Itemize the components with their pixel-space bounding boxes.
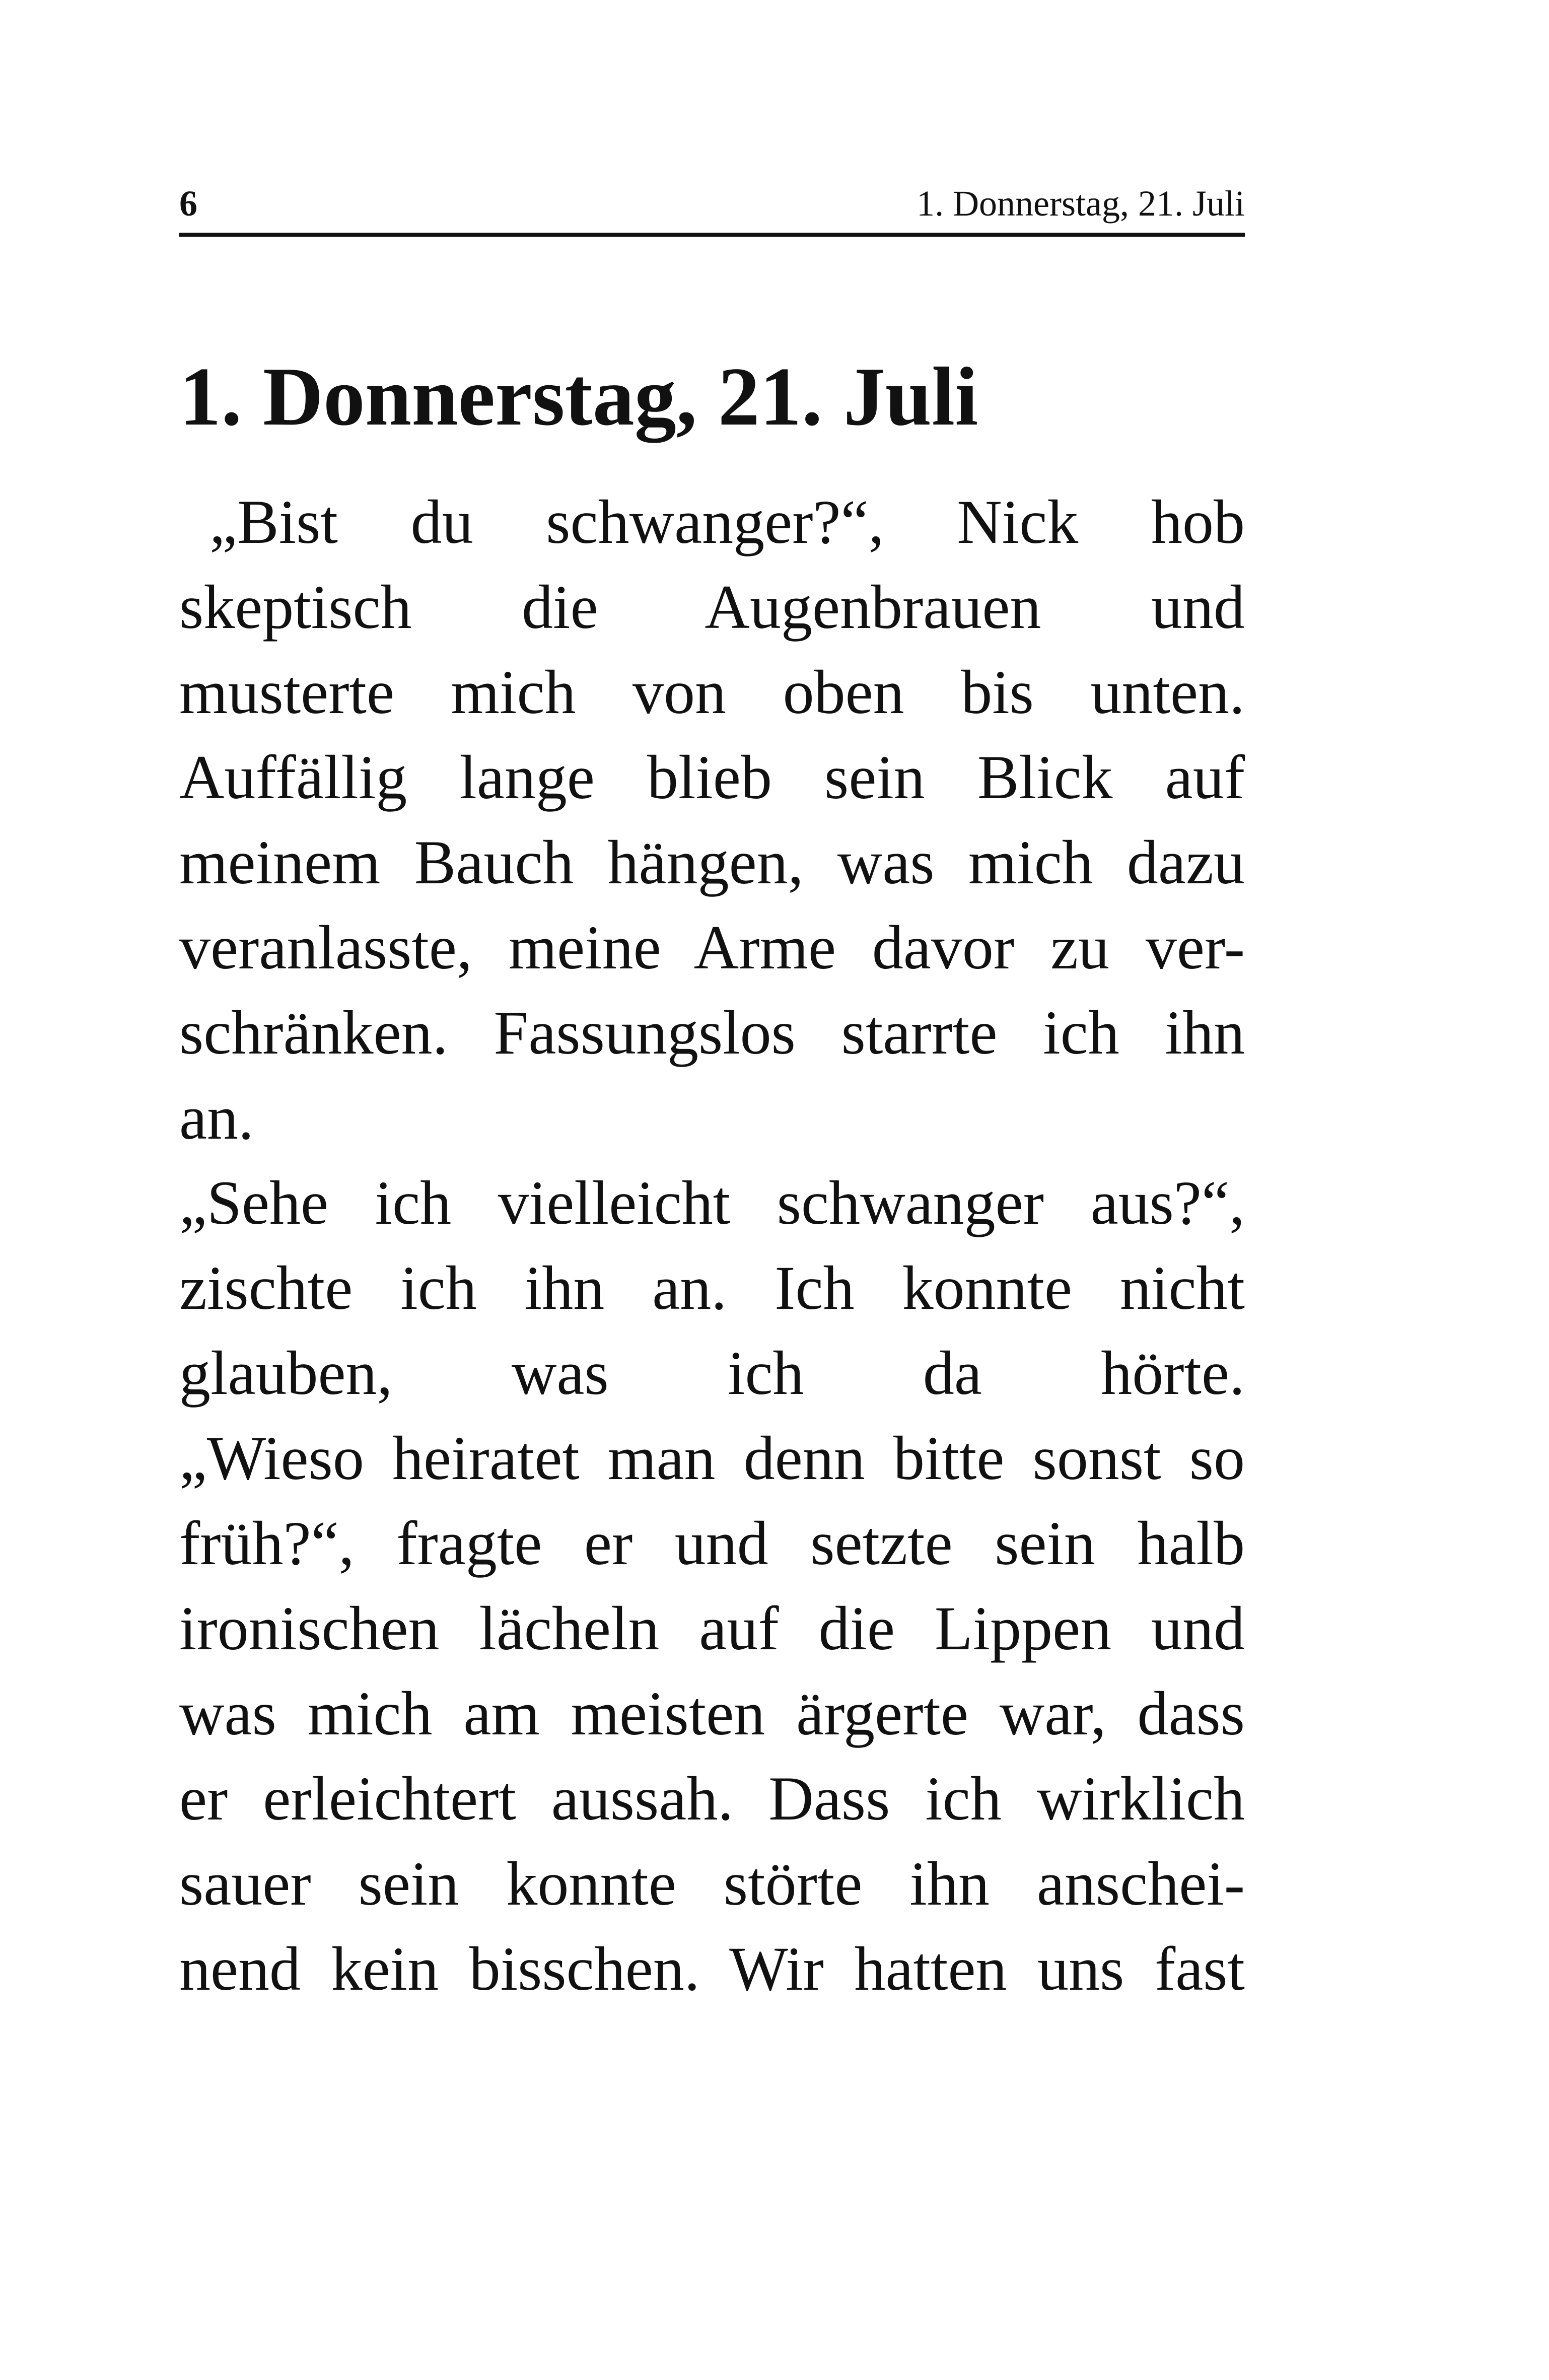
text-line: früh?“, fragte er und setzte sein halb <box>179 1509 1245 1578</box>
text-line: schränken. Fassungslos starrte ich ihn <box>179 998 1245 1067</box>
page-number: 6 <box>179 183 197 224</box>
running-title: 1. Donnerstag, 21. Juli <box>917 183 1245 224</box>
text-line: „Sehe ich vielleicht schwanger aus?“, <box>179 1168 1245 1237</box>
header-rule <box>179 233 1245 237</box>
text-line: meinem Bauch hängen, was mich dazu <box>179 828 1245 897</box>
text-line: „Wieso heiratet man denn bitte sonst so <box>179 1424 1245 1493</box>
text-line: ironischen lächeln auf die Lippen und <box>179 1594 1245 1663</box>
text-line: „Bist du schwanger?“, Nick hob <box>209 487 1245 556</box>
text-line: was mich am meisten ärgerte war, dass <box>179 1679 1245 1748</box>
chapter-title: 1. Donnerstag, 21. Juli <box>179 350 978 443</box>
text-line: glauben, was ich da hörte. <box>179 1339 1245 1408</box>
running-header <box>179 171 1245 222</box>
body-text <box>179 479 1245 2011</box>
text-line: veranlasste, meine Arme davor zu ver- <box>179 913 1245 982</box>
text-line: nend kein bisschen. Wir hatten uns fast <box>179 1934 1245 2003</box>
text-line: an. <box>179 1083 254 1152</box>
text-line: Auffällig lange blieb sein Blick auf <box>179 743 1245 812</box>
text-line: skeptisch die Augenbrauen und <box>179 573 1245 642</box>
text-line: zischte ich ihn an. Ich konnte nicht <box>179 1253 1245 1322</box>
text-line: sauer sein konnte störte ihn anschei- <box>179 1849 1245 1918</box>
text-line: er erleichtert aussah. Dass ich wirklich <box>179 1764 1245 1833</box>
text-line: musterte mich von oben bis unten. <box>179 658 1245 727</box>
